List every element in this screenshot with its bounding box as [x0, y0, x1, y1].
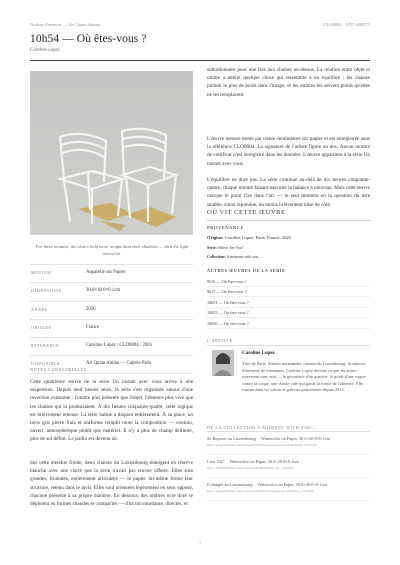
- series-label: Série:: [207, 245, 217, 250]
- notes-paragraph: L'œuvre mesure trente par trente centimètres sur papier et est enregistrée sous la référence CLO0004. La signature de l'artiste figure au dos. Aucun montre de certificat n'est enregistré dans les données. L'œuvre appartient à la série Un instant avec vous.: [207, 136, 370, 167]
- meta-key: ORIGINE: [31, 324, 52, 330]
- section-divider: [207, 345, 370, 346]
- collection-item-title[interactable]: Lieu 132°: [207, 459, 225, 464]
- item-divider: [207, 454, 370, 455]
- meta-key: RÉFÉRENCE: [31, 343, 60, 349]
- collection-item-url[interactable]: https://artquamanima.com/fr/oeuvres/20260510/echanger-au-luxembourg_fx1f.html: [207, 489, 315, 493]
- other-work-link[interactable]: 10h51 — Où êtes-vous ?: [207, 297, 370, 308]
- page-title: 10h54 — Où êtes-vous ?: [30, 33, 147, 45]
- collection-item[interactable]: [207, 482, 370, 493]
- provenance-origin: [207, 235, 291, 240]
- origin-value: Caroline Lopez, Paris, France, 2026: [224, 235, 291, 240]
- meta-row: [30, 319, 193, 337]
- artwork-image: [30, 71, 193, 235]
- item-divider: [207, 500, 370, 501]
- collection-item[interactable]: [207, 436, 370, 447]
- artwork-caption: For three minutes, the chairs held more weight than their shadows — then the light moved on.: [35, 244, 189, 256]
- author-name: Caroline Lopez: [30, 48, 60, 53]
- header-divider: [30, 60, 370, 61]
- meta-value: Aquarelle sur Papier: [86, 270, 126, 275]
- collection-item-url[interactable]: https://artquamanima.com/fr/oeuvres/20260502/lieu-132_yxzf.html: [207, 466, 294, 470]
- section-divider: [207, 431, 370, 432]
- collection-item-title[interactable]: Echanger au Luxembourg: [207, 482, 253, 487]
- collection-heading: DE LA COLLECTION A MOMENT WITH YOU…: [207, 425, 317, 430]
- notes-paragraph: Cette quatrième œuvre de la série Un instant avec vous arrive à une suspension. Depuis neuf heures seize, la série s'est organisée autour d'une inversion constante : l'ombre plus présente que l'objet, l'absence plus vive que les chaises qui la produisaient. À dix heures cinquante-quatre, cette logique est brièvement retenue. La terre battue a disparu entièrement. À sa place, un lavis gris pierre frais et uniforme remplit toute la composition — continu, ouvert, atmosphérique plutôt que matériel. Il n'y a plus de champ délimité, plus de sol défini. Le jardin est devenu air.: [30, 379, 193, 443]
- collection-item[interactable]: [207, 459, 370, 470]
- notes-paragraph: subordonnées pour une fois aux chaises au-dessus. La relation entre objet et ombre a atteint quelque chose qui ressemble à un équilibre : les chaises portent le plus de poids dans l'image, et les ombres les servent plutôt qu'elles ne les remplacent.: [207, 67, 370, 98]
- meta-row: [30, 337, 193, 355]
- collection-label: Collection:: [207, 254, 226, 259]
- meta-row: [30, 282, 193, 300]
- about-section-title: OÙ VIT CETTE ŒUVRE: [207, 209, 286, 216]
- meta-value: 30.0×30.0×0.1cm: [86, 288, 121, 294]
- collection-value[interactable]: A moment with you…: [226, 254, 263, 259]
- meta-value: Caroline Lopez / CLO0004 / 2026: [86, 343, 152, 349]
- breadcrumb[interactable]: Notices d'œuvres — Art Quam Anima: [30, 22, 101, 27]
- artwork-metadata: [30, 264, 193, 374]
- artist-heading: L'ARTISTE: [207, 338, 233, 343]
- meta-row: [30, 301, 193, 319]
- section-divider: [207, 220, 370, 221]
- reference-code: CLO0004 · NTC-000271: [323, 22, 370, 27]
- meta-key: ANNÉE: [31, 306, 48, 312]
- notes-paragraph: L'équilibre ne dure pas. La série continue au-delà de dix heures cinquante-quatre, chaque minute faisant basculer la balance à nouveau. Mais cette œuvre marque le point fixe dans l'arc — le seul moment où la question du titre semble, sinon répondue, du moins brièvement mise de côté.: [207, 177, 370, 208]
- collection-item-url[interactable]: https://artquamanima.com/fr/oeuvres/20270514/se-reposer-au-luxembourg_lyxtb.html: [207, 443, 317, 447]
- collection-item-detail: Watercolor on Paper, 30.0×20.0×0.1cm: [229, 459, 299, 464]
- meta-value: 2026: [86, 306, 96, 312]
- meta-value[interactable]: Art Quam Anima — Galerie Paris: [86, 361, 152, 367]
- item-divider: [207, 477, 370, 478]
- collection-item-detail: Watercolor on Paper, 30.0×20.0×0.1cm: [260, 436, 331, 441]
- artist-bio: Titre de Paris, fidaires normandes, chaises du Luxembourg. Architecte d'intérieur de formation, Caroline Lopez dessine ce que les autres traversent sans voir — la géométrie d'un quartier, le poids d'une vague contre la coque, une chaise vide qui garde la forme de l'absence. Elle expose dans les salons et galeries parisiennes depuis 2014.: [242, 361, 366, 393]
- meta-row: [30, 264, 193, 282]
- other-work-link[interactable]: 10h56 — Où êtes-vous ?: [207, 318, 370, 329]
- provenance-collection: [207, 254, 262, 259]
- series-value: Where Are You?: [218, 245, 244, 250]
- meta-key: DISPONIBLE: [31, 361, 61, 367]
- meta-key: MÉDIUM: [31, 270, 52, 275]
- meta-value: France: [86, 324, 100, 330]
- origin-label: Origine:: [207, 235, 224, 240]
- other-works-list: [207, 276, 370, 329]
- other-work-link[interactable]: 9h17 — Où êtes-vous ?: [207, 287, 370, 298]
- other-works-heading: AUTRES ŒUVRES DE LA SÉRIE: [207, 268, 286, 273]
- notes-paragraph: Sur cette étendue froide, deux chaises du Luxembourg émergent en réserve blanche avec une clarté que la série n'avait pas encore offerte. Elles sont grandes, frontales, entièrement articulées — le papier lui-même forme leur structure, retenu dans le lavis. Elles sont orientées légèrement en sens opposé, chacune présente à sa propre manière. En dessous, des ombres ocre doré se déploient en formes chaudes et compactes — d'un ton mordante, directes, et: [30, 460, 193, 508]
- provenance-series: [207, 245, 244, 250]
- notes-heading: NOTES CURATORIALES: [30, 367, 87, 372]
- artist-avatar: [212, 350, 234, 376]
- meta-key: DIMENSIONS: [31, 288, 62, 294]
- artist-name[interactable]: Caroline Lopez: [242, 351, 275, 356]
- top-bar: [30, 22, 370, 32]
- collection-item-title[interactable]: Se Reposer au Luxembourg: [207, 436, 256, 441]
- provenance-heading: PROVENANCE: [207, 225, 244, 230]
- other-work-link[interactable]: 9h16 — Où êtes-vous ?: [207, 276, 370, 287]
- page-number: 1: [198, 540, 202, 545]
- other-work-link[interactable]: 10h55 — Où êtes-vous ?: [207, 308, 370, 319]
- collection-item-detail: Watercolor on Paper, 30.0×30.0×0.1cm: [257, 482, 327, 487]
